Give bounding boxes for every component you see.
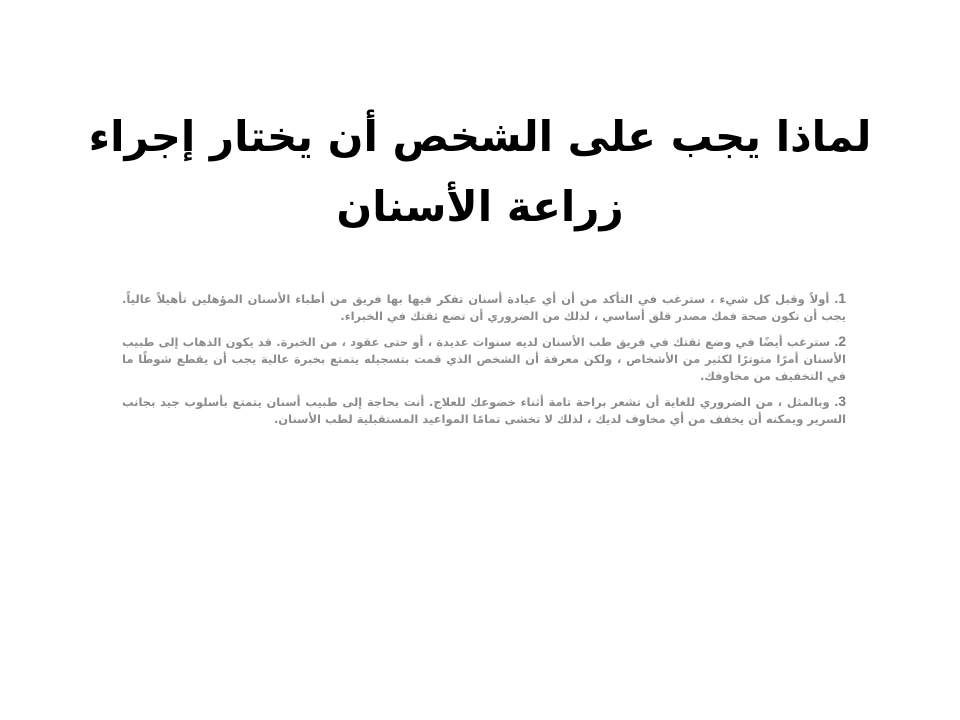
list-item-number: 2.	[834, 333, 846, 349]
list-item-text: وبالمثل ، من الضروري للغاية أن تشعر براحة تامة أثناء خضوعك للعلاج. أنت بحاجة إلى طبيب أسنان يتمتع بأسلوب جيد بجانب السرير ويمكنه أن يخفف من أي مخاوف لديك ، لذلك لا تخشى تمامًا المواعيد المستقبلية لطب الأسنان.	[122, 395, 846, 426]
list-item-number: 1.	[834, 290, 846, 306]
list-item-text: أولاً وقبل كل شيء ، سترغب في التأكد من أن أي عيادة أسنان تفكر فيها بها فريق من أطباء الأسنان المؤهلين تأهيلاً عالياً. يجب أن تكون صحة فمك مصدر قلق أساسي ، لذلك من الضروري أن تضع ثقتك في الخبراء.	[122, 292, 846, 323]
list-item	[122, 290, 846, 325]
list-item-text: سترغب أيضًا في وضع ثقتك في فريق طب الأسنان لديه سنوات عديدة ، أو حتى عقود ، من الخبرة. قد يكون الذهاب إلى طبيب الأسنان أمرًا متوترًا لكثير من الأشخاص ، ولكن معرفة أن الشخص الذي قمت بتسجيله يتمتع بخبرة عالية يجب أن يقطع شوطًا ما في التخفيف من مخاوفك.	[122, 335, 846, 383]
slide-title: لماذا يجب على الشخص أن يختار إجراء زراعة الأسنان	[88, 112, 872, 231]
slide-body	[122, 290, 846, 436]
list-item	[122, 333, 846, 385]
list-item	[122, 393, 846, 428]
list-item-number: 3.	[834, 393, 846, 409]
